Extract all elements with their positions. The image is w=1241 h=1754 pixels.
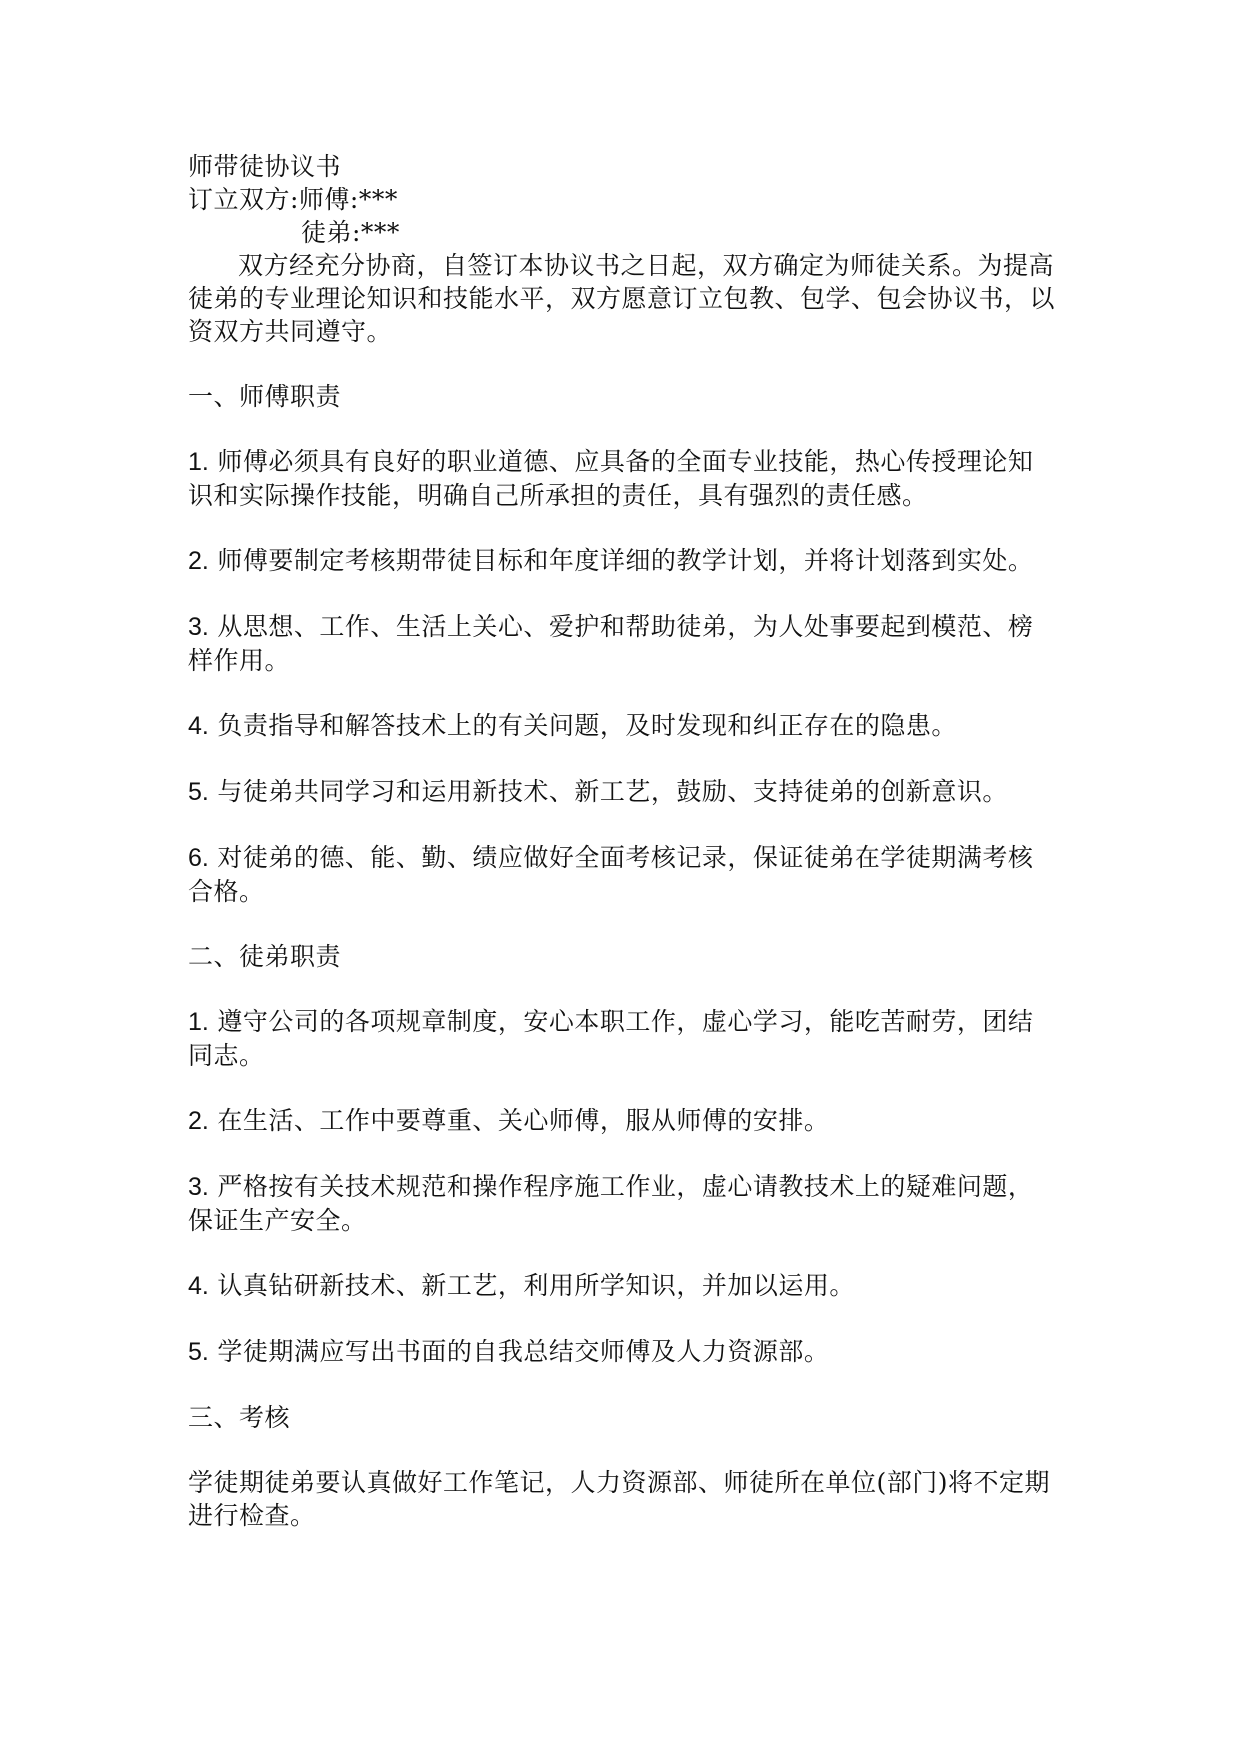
assessment-paragraph: 学徒期徒弟要认真做好工作笔记，人力资源部、师徒所在单位(部门)将不定期进行检查。 [188,1468,1051,1530]
list-item [188,1335,1058,1369]
item-number: 1. [188,1008,209,1036]
item-number: 2. [188,1107,209,1135]
section-heading-apprentice-duties: 二、徒弟职责 [188,942,342,971]
item-text: 与徒弟共同学习和运用新技术、新工艺，鼓励、支持徒弟的创新意识。 [217,777,1008,806]
item-number: 5. [188,778,209,806]
list-item [188,610,1058,677]
item-number: 4. [188,712,209,740]
item-text: 从思想、工作、生活上关心、爱护和帮助徒弟，为人处事要起到模范、榜样作用。 [188,612,1034,675]
item-text: 师傅要制定考核期带徒目标和年度详细的教学计划，并将计划落到实处。 [217,546,1034,575]
parties-line-apprentice: 徒弟:*** [301,218,400,247]
item-number: 1. [188,448,209,476]
item-number: 6. [188,844,209,872]
item-number: 4. [188,1272,209,1300]
section-heading-master-duties: 一、师傅职责 [188,382,342,411]
section-heading-assessment: 三、考核 [188,1403,291,1432]
list-item [188,709,1058,743]
list-item [188,775,1058,809]
parties-line-master: 订立双方:师傅:*** [188,185,398,214]
list-item [188,1269,1058,1303]
item-text: 在生活、工作中要尊重、关心师傅，服从师傅的安排。 [217,1106,830,1135]
item-text: 负责指导和解答技术上的有关问题，及时发现和纠正存在的隐患。 [217,711,957,740]
list-item [188,544,1058,578]
item-text: 严格按有关技术规范和操作程序施工作业，虚心请教技术上的疑难问题，保证生产安全。 [188,1172,1034,1235]
item-text: 对徒弟的德、能、勤、绩应做好全面考核记录，保证徒弟在学徒期满考核合格。 [188,843,1034,906]
item-text: 遵守公司的各项规章制度，安心本职工作，虚心学习，能吃苦耐劳，团结同志。 [188,1007,1034,1070]
item-number: 3. [188,613,209,641]
item-text: 学徒期满应写出书面的自我总结交师傅及人力资源部。 [217,1337,830,1366]
document-page [188,150,1058,1532]
list-item [188,1005,1058,1072]
list-item [188,1104,1058,1138]
list-item [188,1170,1058,1237]
item-number: 3. [188,1173,209,1201]
item-number: 2. [188,547,209,575]
item-number: 5. [188,1338,209,1366]
intro-paragraph: 双方经充分协商，自签订本协议书之日起，双方确定为师徒关系。为提高徒弟的专业理论知识和技能水平，双方愿意订立包教、包学、包会协议书，以资双方共同遵守。 [188,251,1056,346]
list-item [188,841,1058,908]
document-title: 师带徒协议书 [188,152,342,181]
item-text: 认真钻研新技术、新工艺，利用所学知识，并加以运用。 [217,1271,855,1300]
list-item [188,445,1058,512]
item-text: 师傅必须具有良好的职业道德、应具备的全面专业技能，热心传授理论知识和实际操作技能，明确自己所承担的责任，具有强烈的责任感。 [188,447,1034,510]
